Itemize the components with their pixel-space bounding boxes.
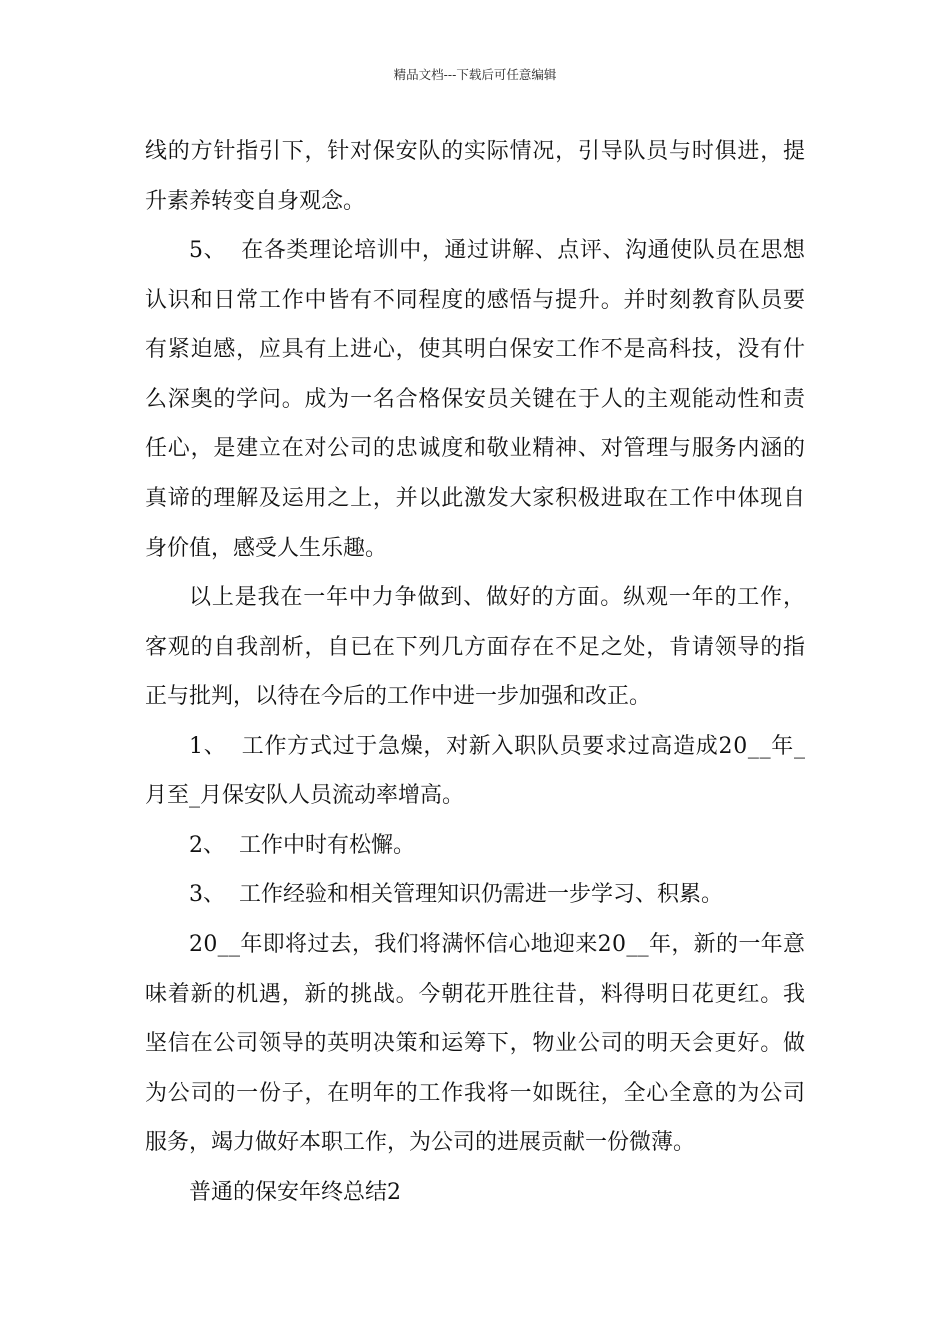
paragraph-item-1 (145, 722, 805, 821)
text-line: 以上是我在一年中力争做到、做好的方面。纵观一年的工作， (189, 585, 806, 611)
paragraph-summary (145, 573, 805, 722)
text-line: 线的方针指引下，针对保安队的实际情况，引导队员与时俱进，提 (145, 139, 806, 164)
section-title-text: 普通的保安年终总结2 (189, 1179, 401, 1205)
text-line: 有紧迫感，应具有上进心，使其明白保安工作不是高科技，没有什 (145, 337, 806, 363)
text-line: 真谛的理解及运用之上，并以此激发大家积极进取在工作中体现自 (145, 485, 806, 511)
text-line: 2、 工作中时有松懈。 (189, 832, 415, 858)
paragraph-item-2 (145, 821, 805, 871)
text-line: 身价值，感受人生乐趣。 (145, 535, 388, 561)
text-line: 升素养转变自身观念。 (145, 188, 366, 214)
text-line: 3、 工作经验和相关管理知识仍需进一步学习、积累。 (189, 882, 723, 908)
text-line: 么深奥的学问。成为一名合格保安员关键在于人的主观能动性和责 (145, 386, 806, 412)
text-line: 坚信在公司领导的英明决策和运筹下，物业公司的明天会更好。做 (145, 1031, 806, 1057)
paragraph-item-3 (145, 870, 805, 920)
text-line: 正与批判，以待在今后的工作中进一步加强和改正。 (145, 684, 652, 710)
section-title (145, 1168, 805, 1218)
text-line: 任心，是建立在对公司的忠诚度和敬业精神、对管理与服务内涵的 (145, 436, 806, 462)
paragraph-continuation (145, 127, 805, 226)
paragraph-outlook (145, 920, 805, 1168)
text-line: 1、 工作方式过于急燥，对新入职队员要求过高造成20__年_ (189, 733, 806, 759)
text-line: 客观的自我剖析，自已在下列几方面存在不足之处，肯请领导的指 (145, 634, 806, 660)
text-line: 20__年即将过去，我们将满怀信心地迎来20__年，新的一年意 (189, 932, 806, 957)
text-line: 为公司的一份子，在明年的工作我将一如既往，全心全意的为公司 (145, 1080, 806, 1106)
text-line: 5、 在各类理论培训中，通过讲解、点评、沟通使队员在思想 (189, 238, 806, 264)
text-line: 认识和日常工作中皆有不同程度的感悟与提升。并时刻教育队员要 (145, 287, 806, 313)
text-line: 服务，竭力做好本职工作，为公司的进展贡献一份微薄。 (145, 1130, 696, 1156)
text-line: 味着新的机遇，新的挑战。今朝花开胜往昔，料得明日花更红。我 (145, 981, 806, 1007)
page-header: 精品文档---下载后可任意编辑 (393, 67, 557, 82)
document-body (145, 127, 805, 1217)
paragraph-item-5 (145, 226, 805, 573)
text-line: 月至_月保安队人员流动率增高。 (145, 783, 465, 809)
